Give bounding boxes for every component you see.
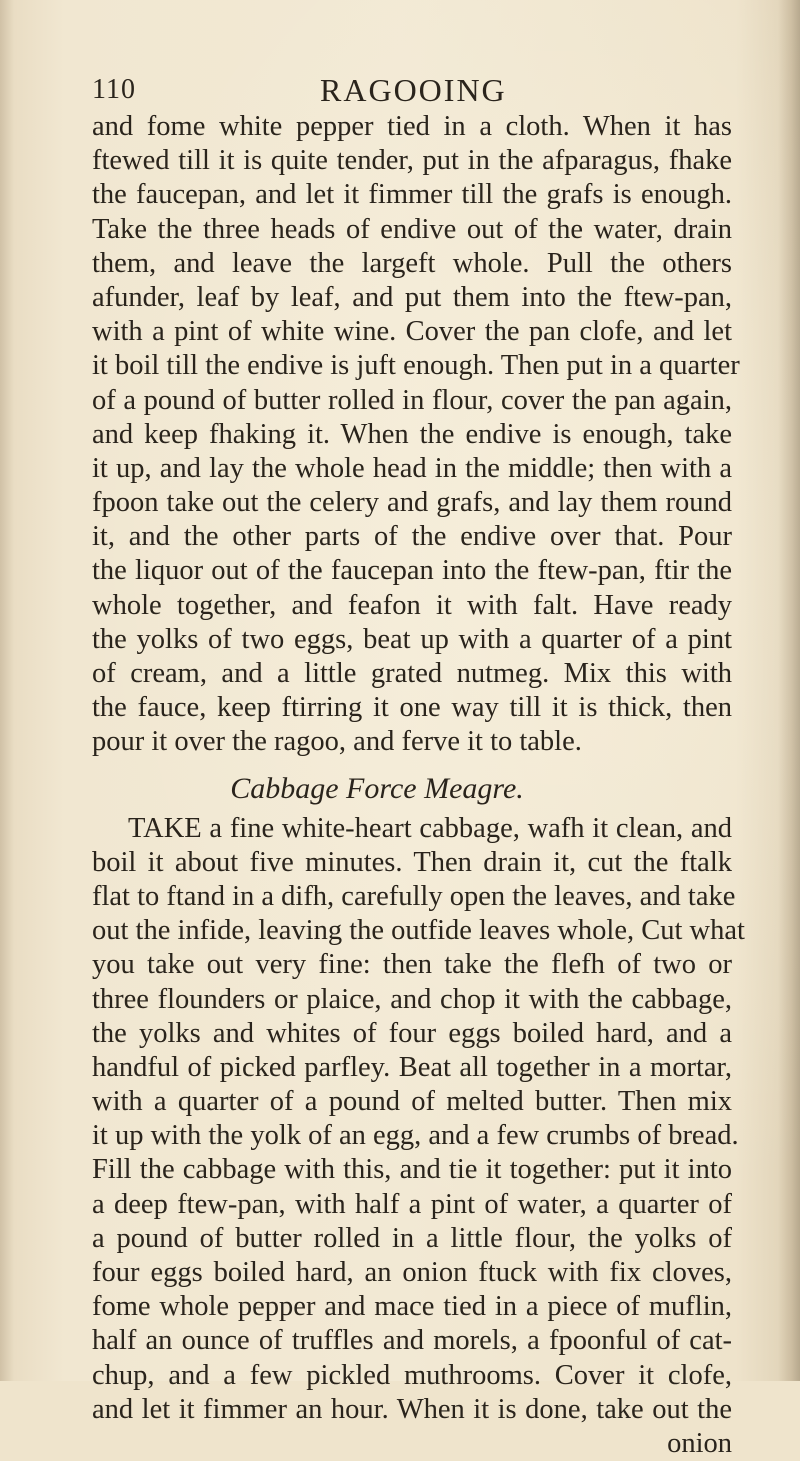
- catchword: onion: [667, 1427, 732, 1459]
- text-line: and let it fimmer an hour. When it is done, take out the: [92, 1393, 732, 1425]
- text-line: four eggs boiled hard, an onion ftuck with fix cloves,: [92, 1257, 732, 1288]
- page-gutter-shadow: [0, 0, 14, 1381]
- text-line: it, and the other parts of the endive over that. Pour: [92, 521, 732, 553]
- text-line: handful of picked parfley. Beat all together in a mortar,: [92, 1051, 732, 1083]
- text-line: pour it over the ragoo, and ferve it to table.: [92, 726, 582, 758]
- text-line: afunder, leaf by leaf, and put them into the ftew-pan,: [92, 281, 732, 313]
- text-line: chup, and a few pickled muthrooms. Cover it clofe,: [92, 1359, 732, 1391]
- text-line: half an ounce of truffles and morels, a fpoonful of cat-: [92, 1325, 732, 1357]
- text-line: them, and leave the largeft whole. Pull the others: [92, 247, 732, 279]
- text-line: the yolks of two eggs, beat up with a quarter of a pint: [92, 623, 732, 655]
- text-line: the fauce, keep ftirring it one way till it is thick, then: [92, 692, 732, 724]
- text-line: it up, and lay the whole head in the middle; then with a: [92, 452, 732, 484]
- page-number: 110: [92, 74, 136, 105]
- text-line: TAKE a fine white-heart cabbage, wafh it clean, and: [128, 812, 732, 844]
- text-line: it up with the yolk of an egg, and a few crumbs of bread.: [92, 1120, 739, 1152]
- text-line: and fome white pepper tied in a cloth. When it has: [92, 111, 732, 142]
- text-line: it boil till the endive is juft enough. Then put in a quarter: [92, 350, 740, 382]
- text-line: Fill the cabbage with this, and tie it together: put it into: [92, 1154, 732, 1186]
- text-line: the yolks and whites of four eggs boiled hard, and a: [92, 1017, 732, 1049]
- text-line: and keep fhaking it. When the endive is enough, take: [92, 418, 732, 450]
- text-line: out the infide, leaving the outfide leaves whole, Cut what: [92, 915, 745, 947]
- text-line: with a quarter of a pound of melted butter. Then mix: [92, 1086, 732, 1118]
- paragraph-endive-ragoo: [92, 110, 740, 760]
- text-line: fome whole pepper and mace tied in a piece of muflin,: [92, 1291, 732, 1323]
- text-line: boil it about five minutes. Then drain it, cut the ftalk: [92, 846, 732, 878]
- text-line: the faucepan, and let it fimmer till the grafs is enough.: [92, 179, 732, 211]
- text-line: three flounders or plaice, and chop it with the cabbage,: [92, 983, 732, 1015]
- text-line: whole together, and feafon it with falt. Have ready: [92, 589, 732, 621]
- paragraph-cabbage-force-meagre: [92, 812, 745, 1427]
- text-line: of a pound of butter rolled in flour, cover the pan again,: [92, 384, 732, 416]
- text-line: a deep ftew-pan, with half a pint of water, a quarter of: [92, 1188, 732, 1220]
- text-line: with a pint of white wine. Cover the pan clofe, and let: [92, 316, 732, 348]
- text-line: a pound of butter rolled in a little flour, the yolks of: [92, 1222, 732, 1254]
- section-heading: Cabbage Force Meagre.: [230, 771, 524, 805]
- page-body: [92, 110, 745, 1461]
- text-line: ftewed till it is quite tender, put in the afparagus, fhake: [92, 145, 732, 177]
- text-line: you take out very fine: then take the flefh of two or: [92, 949, 732, 981]
- page-header: [92, 72, 732, 112]
- text-line: Take the three heads of endive out of the water, drain: [92, 213, 732, 245]
- page-edge-shadow: [778, 0, 800, 1381]
- text-line: the liquor out of the faucepan into the ftew-pan, ftir the: [92, 555, 732, 587]
- running-head: RAGOOING: [320, 72, 507, 108]
- text-line: fpoon take out the celery and grafs, and lay them round: [92, 487, 732, 519]
- text-line: flat to ftand in a difh, carefully open the leaves, and take: [92, 880, 736, 912]
- text-line: of cream, and a little grated nutmeg. Mix this with: [92, 658, 732, 689]
